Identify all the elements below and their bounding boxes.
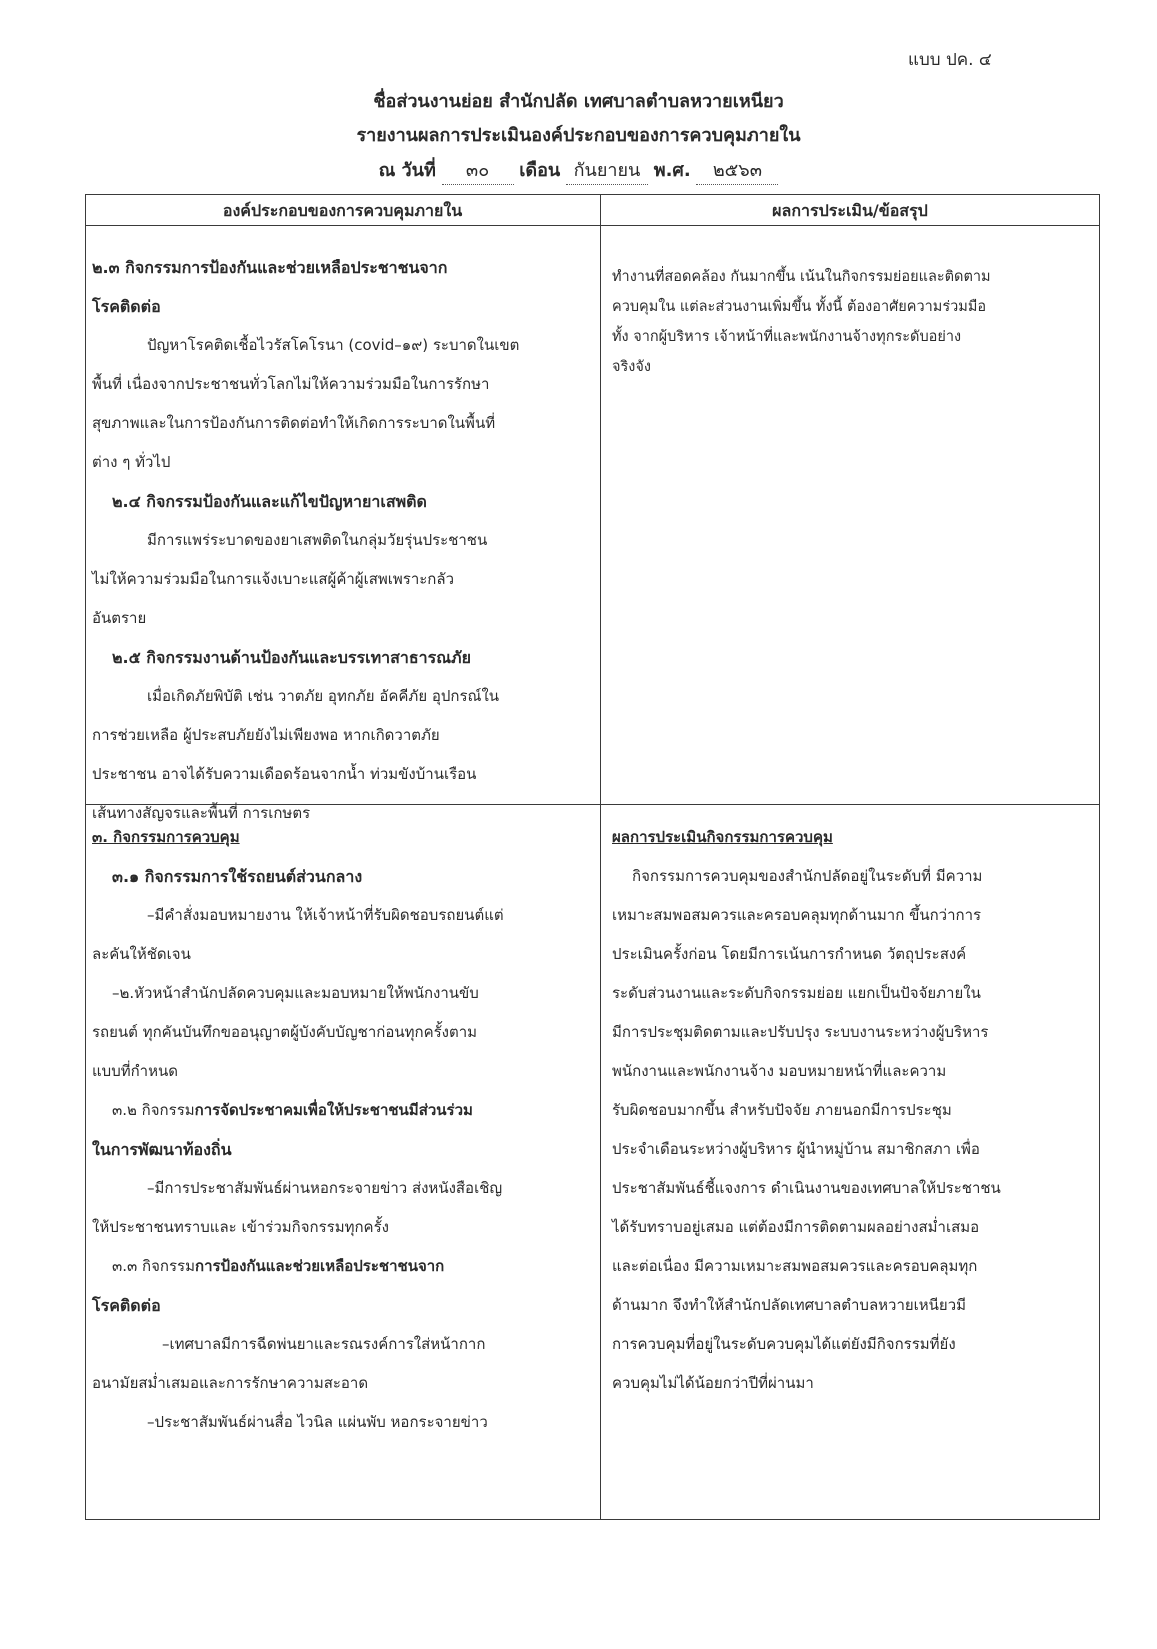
section3-components-cell [92, 818, 592, 1442]
report-title: รายงานผลการประเมินองค์ประกอบของการควบคุมภายใน [356, 125, 801, 146]
item-3-3-text: –ประชาสัมพันธ์ผ่านสื่อ ไวนิล แผ่นพับ หอกระจายข่าว [147, 1413, 488, 1431]
item-3-1-text: –มีคำสั่งมอบหมายงาน ให้เจ้าหน้าที่รับผิดชอบรถยนต์แต่ [147, 906, 504, 924]
item-3-2-heading [92, 1091, 592, 1130]
item-2-3-text: สุขภาพและในการป้องกันการติดต่อทำให้เกิดการระบาดในพื้นที่ [92, 414, 496, 432]
result-text: กิจกรรมการควบคุมของสำนักปลัดอยู่ในระดับที่ มีความ [632, 867, 983, 885]
item-2-4-text: อันตราย [92, 609, 147, 627]
item-3-2-text: ให้ประชาชนทราบและ เข้าร่วมกิจกรรมทุกครั้ง [92, 1218, 389, 1236]
result-text: ประชาสัมพันธ์ชี้แจงการ ดำเนินงานของเทศบาลให้ประชาชน [612, 1179, 1001, 1197]
result-text: พนักงานและพนักงานจ้าง มอบหมายหน้าที่และความ [612, 1062, 947, 1080]
item-2-3-text: ต่าง ๆ ทั่วไป [92, 453, 171, 471]
result-text: ประเมินครั้งก่อน โดยมีการเน้นการกำหนด วัตถุประสงค์ [612, 945, 967, 963]
date-month: กันยายน [566, 155, 648, 185]
result-text: ได้รับทราบอยู่เสมอ แต่ต้องมีการติดตามผลอย่างสม่ำเสมอ [612, 1218, 980, 1236]
result-text: ทำงานที่สอดคล้อง กันมากขึ้น เน้นในกิจกรรมย่อยและติดตาม [612, 269, 991, 285]
item-2-4-text: ไม่ให้ความร่วมมือในการแจ้งเบาะแสผู้ค้าผู้เสพเพราะกลัว [92, 570, 454, 588]
month-label: เดือน [519, 160, 561, 181]
section3-results-cell [612, 818, 1092, 1403]
item-3-1-text: รถยนต์ ทุกคันบันทึกขออนุญาตผู้บังคับบัญชาก่อนทุกครั้งตาม [92, 1023, 478, 1041]
date-year: ๒๕๖๓ [696, 155, 778, 185]
result-text: และต่อเนื่อง มีความเหมาะสมพอสมควรและครอบคลุมทุก [612, 1257, 978, 1275]
item-3-3-title: การป้องกันและช่วยเหลือประชาชนจาก [195, 1257, 445, 1275]
table-column-divider [600, 194, 601, 1520]
result-text: ประจำเดือนระหว่างผู้บริหาร ผู้นำหมู่บ้าน สมาชิกสภา เพื่อ [612, 1140, 980, 1158]
item-3-2-prefix: ๓.๒ กิจกรรม [112, 1101, 195, 1119]
result-text: จริงจัง [612, 359, 651, 375]
form-code: แบบ ปค. ๔ [908, 50, 992, 70]
item-3-3-prefix: ๓.๓ กิจกรรม [112, 1257, 195, 1275]
column-header-components: องค์ประกอบของการควบคุมภายใน [222, 201, 463, 220]
item-3-1-text: แบบที่กำหนด [92, 1062, 178, 1080]
result-text: รับผิดชอบมากขึ้น สำหรับปัจจัย ภายนอกมีการประชุม [612, 1101, 952, 1119]
item-3-3-heading [92, 1247, 592, 1286]
date-day: ๓๐ [442, 155, 514, 185]
section-3-result-heading: ผลการประเมินกิจกรรมการควบคุม [612, 828, 833, 846]
report-date [0, 155, 1157, 185]
item-2-5-text: ประชาชน อาจได้รับความเดือดร้อนจากน้ำ ท่วมขังบ้านเรือน [92, 765, 477, 783]
section-3-heading: ๓. กิจกรรมการควบคุม [92, 828, 240, 846]
item-3-1-text: –๒.หัวหน้าสำนักปลัดควบคุมและมอบหมายให้พนักงานขับ [112, 984, 479, 1002]
result-text: ระดับส่วนงานและระดับกิจกรรมย่อย แยกเป็นปัจจัยภายใน [612, 984, 981, 1002]
result-text: มีการประชุมติดตามและปรับปรุง ระบบงานระหว่างผู้บริหาร [612, 1023, 989, 1041]
result-text: ควบคุมไม่ได้น้อยกว่าปีที่ผ่านมา [612, 1374, 814, 1392]
result-text: เหมาะสมพอสมควรและครอบคลุมทุกด้านมาก ขึ้นกว่าการ [612, 906, 982, 924]
item-2-5-text: การช่วยเหลือ ผู้ประสบภัยยังไม่เพียงพอ หากเกิดวาตภัย [92, 726, 440, 744]
column-header-results: ผลการประเมิน/ข้อสรุป [772, 201, 928, 220]
item-2-3-text: พื้นที่ เนื่องจากประชาชนทั่วโลกไม่ให้ความร่วมมือในการรักษา [92, 375, 490, 393]
item-2-3-heading-cont: โรคติดต่อ [92, 297, 161, 316]
item-3-3-text: อนามัยสม่ำเสมอและการรักษาความสะอาด [92, 1374, 369, 1392]
item-3-1-text: ละคันให้ชัดเจน [92, 945, 191, 963]
item-2-3-text: ปัญหาโรคติดเชื้อไวรัสโคโรนา (covid–๑๙) ระบาดในเขต [147, 336, 520, 354]
result-text: ด้านมาก จึงทำให้สำนักปลัดเทศบาลตำบลหวายเหนียวมี [612, 1296, 967, 1314]
result-text: ควบคุมใน แต่ละส่วนงานเพิ่มขึ้น ทั้งนี้ ต้องอาศัยความร่วมมือ [612, 299, 987, 315]
item-2-5-text: เส้นทางสัญจรและพื้นที่ การเกษตร [92, 804, 311, 822]
item-3-3-heading-cont: โรคติดต่อ [92, 1296, 161, 1315]
item-2-5-text: เมื่อเกิดภัยพิบัติ เช่น วาตภัย อุทกภัย อัคคีภัย อุปกรณ์ใน [147, 687, 500, 705]
department-title: ชื่อส่วนงานย่อย สำนักปลัด เทศบาลตำบลหวายเหนียว [373, 91, 784, 112]
item-3-2-text: –มีการประชาสัมพันธ์ผ่านหอกระจายข่าว ส่งหนังสือเชิญ [147, 1179, 503, 1197]
item-3-1-heading: ๓.๑ กิจกรรมการใช้รถยนต์ส่วนกลาง [112, 867, 363, 886]
item-2-5-heading: ๒.๕ กิจกรรมงานด้านป้องกันและบรรเทาสาธารณภัย [112, 648, 471, 667]
section2-components-cell [92, 248, 592, 833]
result-text: การควบคุมที่อยู่ในระดับควบคุมได้แต่ยังมีกิจกรรมที่ยัง [612, 1335, 956, 1353]
item-3-3-text: –เทศบาลมีการฉีดพ่นยาและรณรงค์การใส่หน้ากาก [162, 1335, 486, 1353]
item-2-4-text: มีการแพร่ระบาดของยาเสพติดในกลุ่มวัยรุ่นประชาชน [147, 531, 488, 549]
item-3-2-title: การจัดประชาคมเพื่อให้ประชาชนมีส่วนร่วม [194, 1101, 473, 1119]
item-2-4-heading: ๒.๔ กิจกรรมป้องกันและแก้ไขปัญหายาเสพติด [112, 492, 427, 511]
year-label: พ.ศ. [653, 160, 691, 181]
date-prefix: ณ วันที่ [378, 160, 436, 181]
item-2-3-heading: ๒.๓ กิจกรรมการป้องกันและช่วยเหลือประชาชนจาก [92, 258, 448, 277]
result-text: ทั้ง จากผู้บริหาร เจ้าหน้าที่และพนักงานจ้างทุกระดับอย่าง [612, 329, 962, 345]
item-3-2-heading-cont: ในการพัฒนาท้องถิ่น [92, 1140, 232, 1159]
section2-results-cell [612, 262, 1092, 382]
table-header-divider [85, 225, 1100, 226]
